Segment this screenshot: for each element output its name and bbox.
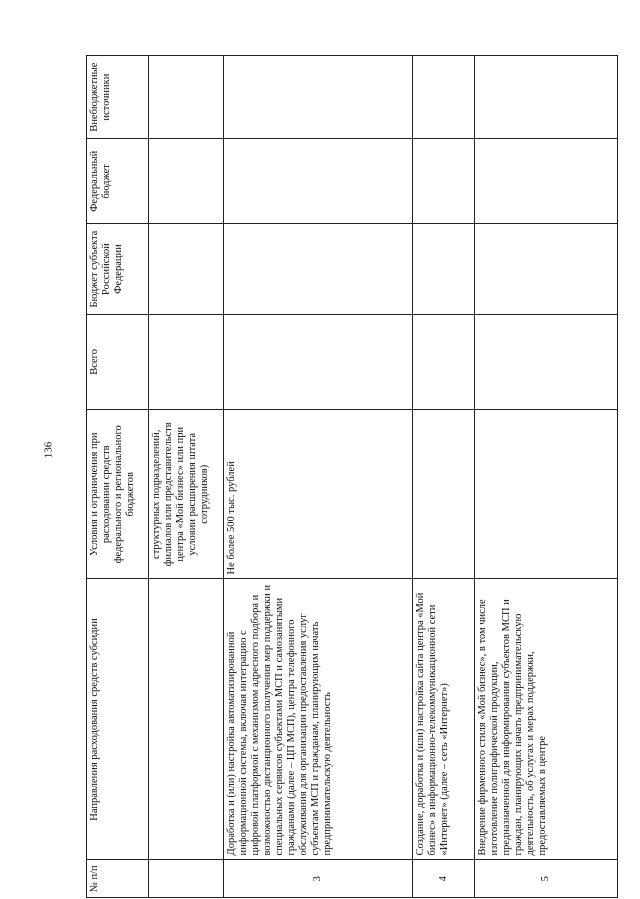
cell-extra-budget xyxy=(475,56,618,139)
table-header-row xyxy=(87,56,149,898)
cell-extra-budget xyxy=(149,56,224,139)
header-num: № п/п xyxy=(87,860,149,898)
cell-direction xyxy=(149,579,224,860)
cell-conditions xyxy=(413,410,475,579)
cell-num xyxy=(149,860,224,898)
table-row xyxy=(224,56,413,898)
cell-extra-budget xyxy=(413,56,475,139)
cell-num: 5 xyxy=(475,860,618,898)
table-row xyxy=(475,56,618,898)
cell-federal-budget xyxy=(224,139,413,224)
subsidy-table xyxy=(86,55,618,898)
cell-conditions xyxy=(475,410,618,579)
cell-federal-budget xyxy=(149,139,224,224)
subsidy-table-container xyxy=(86,55,617,898)
header-direction: Направления расходования средств субсидии xyxy=(87,579,149,860)
header-total: Всего xyxy=(87,314,149,409)
cell-extra-budget xyxy=(224,56,413,139)
cell-direction: Внедрение фирменного стиля «Мой бизнес», в том числе изготовление полиграфической продукции, предназначенной для информирования субъектов МСП и граждан, планирующих начать предпринимательскую деятельность, об услугах и мерах поддержки, предоставляемых в центре xyxy=(475,579,618,860)
rotated-table-wrapper xyxy=(86,55,617,898)
cell-direction: Создание, доработка и (или) настройка сайта центра «Мой бизнес» в информационно-телекоммуникационной сети «Интернет» (далее – сеть «Интернет») xyxy=(413,579,475,860)
table-row xyxy=(149,56,224,898)
header-conditions: Условия и ограничения при расходовании средств федерального и регионального бюджетов xyxy=(87,410,149,579)
header-subject-budget: Бюджет субъекта Российской Федерации xyxy=(87,224,149,314)
cell-conditions: Не более 500 тыс. рублей xyxy=(224,410,413,579)
page-number: 136 xyxy=(42,441,55,459)
cell-subject-budget xyxy=(475,224,618,314)
cell-total xyxy=(149,314,224,409)
cell-total xyxy=(413,314,475,409)
table-row xyxy=(413,56,475,898)
cell-total xyxy=(224,314,413,409)
cell-conditions: структурных подразделений, филиалов или представительств центра «Мой бизнес» или при условии расширения штата сотрудников) xyxy=(149,410,224,579)
cell-direction: Доработка и (или) настройка автоматизированной информационной системы, включая интеграцию с цифровой платформой с механизмом адресного подбора и возможностью дистанционного получения мер поддержки и специальных сервисов субъектами МСП и самозанятыми гражданами (далее – ЦП МСП), центра телефонного обслуживания для организации предоставления услуг субъектам МСП и гражданам, планирующим начать предпринимательскую деятельность xyxy=(224,579,413,860)
cell-total xyxy=(475,314,618,409)
cell-subject-budget xyxy=(413,224,475,314)
cell-federal-budget xyxy=(475,139,618,224)
cell-federal-budget xyxy=(413,139,475,224)
cell-num: 3 xyxy=(224,860,413,898)
cell-subject-budget xyxy=(224,224,413,314)
cell-subject-budget xyxy=(149,224,224,314)
header-federal-budget: Федеральный бюджет xyxy=(87,139,149,224)
header-extra-budget: Внебюджетные источники xyxy=(87,56,149,139)
cell-num: 4 xyxy=(413,860,475,898)
